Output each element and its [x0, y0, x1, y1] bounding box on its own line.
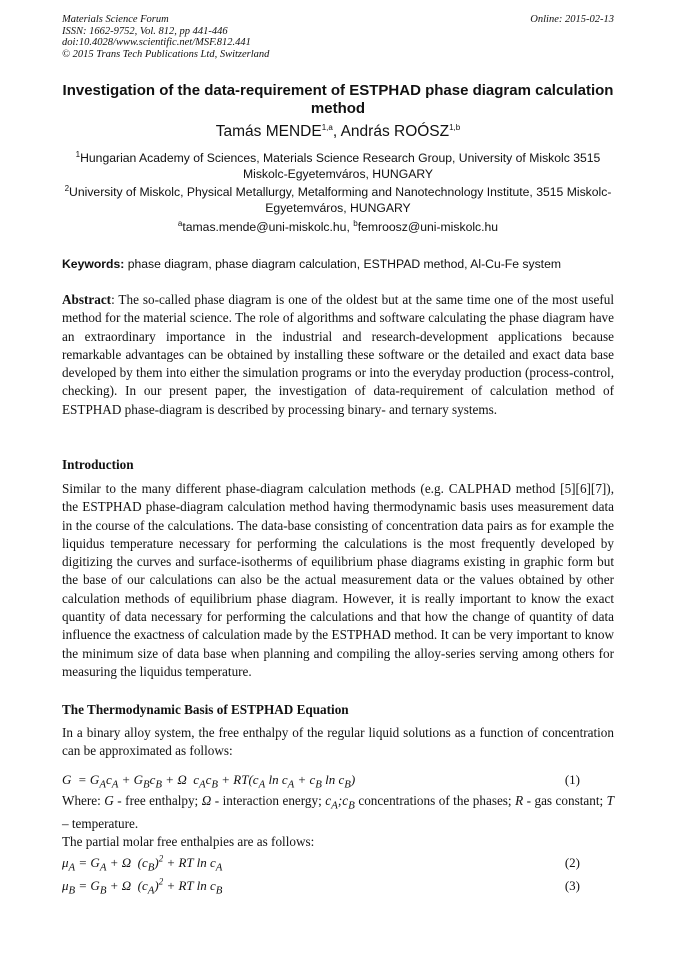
- where-omega-symbol: Ω: [201, 793, 212, 808]
- online-date: Online: 2015-02-13: [530, 14, 614, 25]
- author-1-affiliation: 1,a: [321, 122, 333, 132]
- keywords-label: Keywords:: [62, 257, 125, 271]
- where-t-symbol: T: [606, 793, 614, 808]
- equation-1-legend: [62, 792, 614, 833]
- introduction-text: Similar to the many different phase-diagram calculation methods (e.g. CALPHAD method [5][6][7]), the ESTPHAD phase-diagram calculation method having thermodynamic basis uses measurement data in the course of the calculations. The data-base consisting of concentration data pairs as for example the liquidus temperature necessary for performing the calculations is the most frequently developed by digitizing the curves and surface-isotherms of equilibrium phase diagrams existing in graphic form but the base of our calculations can also be the actual measurement data or the values obtained by other calculation methods of equilibrium phase diagram. However, it is really important to know the exact quantity of data necessary for performing the calculations and that how the change of quantity of data influence the exactness of calculation made by the ESTPHAD method. It can be very important to know the minimum size of data base when planning and compiling the alloy-series serving among others for measuring the liquidus temperature.: [62, 481, 614, 679]
- email-a-link[interactable]: tamas.mende@uni-miskolc.hu: [182, 220, 347, 234]
- equation-1-formula: $G = G_Ac_A + G_Bc_B + \Omega$ $c_Ac_B + RT(c_A$ $\ln c_A + c_B$ $\ln c_B$): [62, 772, 356, 791]
- introduction-heading: Introduction: [62, 457, 134, 472]
- where-r-symbol: R: [515, 793, 524, 808]
- abstract-text: : The so-called phase diagram is one of the oldest but at the same time one of the most useful method for the material science. The role of algorithms and software calculating the phase diagram have an extraordinary importance in the industrial and research-development applications because remarkable advantages can be obtained by installing these software or the detailed and exact data base developed by them into either the simulation programs or into the everyday production (process-control, checking). In our present paper, the investigation of data-requirement of calculation method of ESTPHAD phase-diagram is described by processing binary- and ternary systems.: [62, 292, 614, 417]
- equation-1: [62, 772, 614, 793]
- where-g-desc: - free enthalpy;: [113, 793, 202, 808]
- email-b-link[interactable]: femroosz@uni-miskolc.hu: [357, 220, 499, 234]
- thermo-text: In a binary alloy system, the free enthalpy of the regular liquid solutions as a function of concentration can be approximated as follows:: [62, 725, 614, 759]
- equation-2-number: (2): [564, 855, 580, 870]
- where-t-desc: – temperature.: [62, 815, 139, 831]
- paper-title: Investigation of the data-requirement of ESTPHAD phase diagram calculation method: [62, 82, 614, 117]
- thermo-heading: The Thermodynamic Basis of ESTPHAD Equation: [62, 702, 349, 717]
- author-2-affiliation: 1,b: [449, 122, 461, 132]
- keywords-text: phase diagram, phase diagram calculation, ESTHPAD method, Al-Cu-Fe system: [124, 257, 561, 271]
- equation-2: [62, 855, 614, 876]
- author-emails: $^a$tamas.mende@uni-miskolc.hu, $^b$femroosz@uni-miskolc.hu: [177, 218, 499, 234]
- affiliation-1: [62, 150, 614, 182]
- affiliation-1-marker: 1: [75, 149, 81, 159]
- where-c-desc: concentrations of the phases;: [358, 793, 516, 808]
- equation-1-number: (1): [564, 772, 580, 787]
- author-separator: ,: [332, 123, 341, 140]
- email-b-marker: b: [353, 218, 358, 228]
- where-c-symbols: $c_A;c_B$: [325, 793, 355, 812]
- affiliation-1-text: Hungarian Academy of Sciences, Materials Science Research Group, University of Miskolc 3515 Miskolc-Egyetemváros, HUNGARY: [80, 151, 601, 181]
- abstract: [62, 291, 614, 419]
- author-2: András ROÓSZ: [340, 123, 450, 140]
- journal-issn: ISSN: 1662-9752, Vol. 812, pp 441-446: [62, 25, 228, 37]
- where-label: Where:: [62, 793, 105, 808]
- equation-2-formula: $\mu_A = G_A + \Omega$ $(c_B)^2$ + RT $\ln c_A$: [62, 853, 223, 874]
- affiliation-2-marker: 2: [64, 183, 70, 193]
- affiliation-2: [62, 184, 614, 216]
- journal-doi: doi:10.4028/www.scientific.net/MSF.812.441: [62, 37, 251, 48]
- equation-3-formula: $\mu_B = G_B + \Omega$ $(c_A)^2$ + RT $\ln c_B$: [62, 876, 223, 897]
- where-c-b: c: [342, 793, 349, 808]
- affiliation-2-text: University of Miskolc, Physical Metallurgy, Metalforming and Nanotechnology Institute, 3515 Miskolc-Egyetemváros, HUNGARY: [69, 185, 612, 215]
- abstract-label: Abstract: [62, 292, 112, 307]
- author-1: Tamás MENDE: [215, 123, 322, 140]
- equation-3-number: (3): [564, 878, 580, 893]
- author-list: [62, 122, 614, 141]
- journal-name: Materials Science Forum: [62, 14, 169, 25]
- where-g-symbol: G: [104, 793, 114, 808]
- partial-enthalpies-intro: The partial molar free enthalpies are as follows:: [62, 834, 315, 849]
- email-a-marker: a: [177, 218, 183, 228]
- where-r-desc: - gas constant;: [523, 793, 607, 808]
- journal-copyright: © 2015 Trans Tech Publications Ltd, Switzerland: [62, 48, 270, 60]
- where-omega-desc: - interaction energy;: [211, 793, 326, 808]
- where-c-a: c: [325, 793, 332, 808]
- journal-header: [62, 14, 269, 60]
- keywords: [62, 256, 614, 272]
- equation-3: [62, 878, 614, 899]
